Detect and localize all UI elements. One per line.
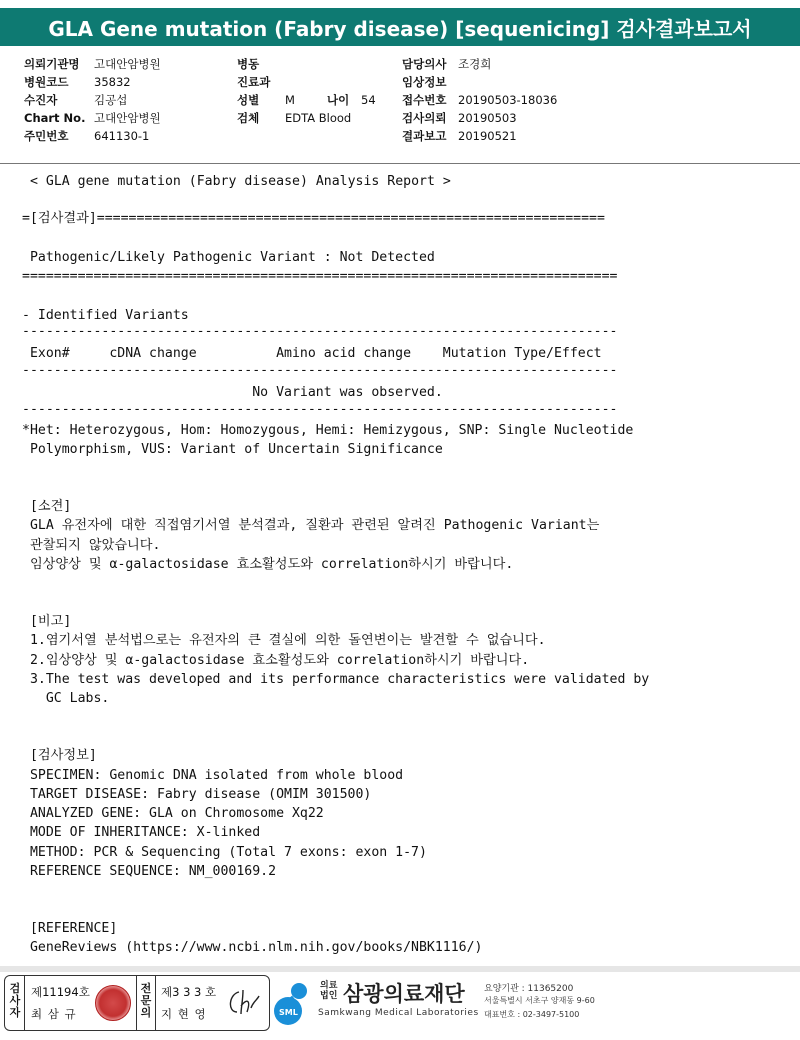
request-date-label: 검사의뢰 <box>402 111 447 125</box>
department-label: 진료과 <box>237 75 271 89</box>
specialist-signature-icon <box>223 986 263 1020</box>
resident-no-value: 641130-1 <box>94 129 150 143</box>
header-col3 <box>402 55 557 145</box>
sex-label: 성별 <box>237 93 260 107</box>
inspector-license-no: 제11194호 <box>31 985 90 999</box>
identified-variants: - Identified Variants <box>22 308 189 323</box>
opinion-line-1: GLA 유전자에 대한 직접염기서열 분석결과, 질환과 관련된 알려진 Pathogenic Variant는 <box>22 518 600 533</box>
specimen-value: EDTA Blood <box>285 111 352 125</box>
remark-line-3b: GC Labs. <box>22 691 110 706</box>
inspector-seal-icon <box>95 985 131 1021</box>
resident-no-label: 주민번호 <box>24 129 69 143</box>
abbreviation-line-1: *Het: Heterozygous, Hom: Homozygous, Hemi: Hemizygous, SNP: Single Nucleotide <box>22 423 634 438</box>
doctor-label: 담당의사 <box>402 57 447 71</box>
sig-divider-2 <box>136 976 137 1030</box>
no-variant-text: No Variant was observed. <box>22 385 443 400</box>
sig-divider-1 <box>24 976 25 1030</box>
single-rule-2: --------------------------------------------------------------------------- <box>22 363 618 378</box>
patient-value: 김공섭 <box>94 93 128 107</box>
test-info-inheritance: MODE OF INHERITANCE: X-linked <box>22 825 261 840</box>
test-info-target-disease: TARGET DISEASE: Fabry disease (OMIM 301500) <box>22 787 372 802</box>
signature-box <box>4 975 270 1031</box>
ward-label: 병동 <box>237 57 260 71</box>
accession-value: 20190503-18036 <box>458 93 558 107</box>
chart-no-label: Chart No. <box>24 111 86 125</box>
single-rule-3: --------------------------------------------------------------------------- <box>22 402 618 417</box>
contact-institution-code: 요양기관 : 11365200 <box>484 984 574 994</box>
opinion-line-3: 임상양상 및 α-galactosidase 효소활성도와 correlation하시기 바랍니다. <box>22 557 514 572</box>
variant-column-headers: Exon# cDNA change Amino acid change Mutation Type/Effect <box>22 346 602 361</box>
result-line: Pathogenic/Likely Pathogenic Variant : Not Detected <box>22 250 435 265</box>
header-divider <box>0 163 800 164</box>
doctor-value: 조경희 <box>458 57 492 71</box>
sml-logo-text: SML <box>279 1008 298 1017</box>
hospital-label: 의뢰기관명 <box>24 57 80 71</box>
specimen-label: 검체 <box>237 111 260 125</box>
opinion-line-2: 관찰되지 않았습니다. <box>22 538 161 553</box>
double-rule-1: =========================================================================== <box>22 269 618 284</box>
reference-title: [REFERENCE] <box>22 921 118 936</box>
hospital-value: 고대안암병원 <box>94 57 161 71</box>
sml-logo-icon <box>272 978 320 1026</box>
sex-value: M <box>285 93 295 107</box>
contact-address: 서울특별시 서초구 양재동 9-60 <box>484 996 595 1005</box>
age-label: 나이 <box>327 93 350 107</box>
request-date-value: 20190503 <box>458 111 517 125</box>
header-col1 <box>24 55 161 145</box>
inspector-name: 최 삼 규 <box>31 1007 77 1021</box>
report-heading: < GLA gene mutation (Fabry disease) Analysis Report > <box>30 174 451 189</box>
test-info-method: METHOD: PCR & Sequencing (Total 7 exons: exon 1-7) <box>22 845 427 860</box>
inspector-vertical-label: 검사자 <box>9 982 21 1019</box>
abbreviation-line-2: Polymorphism, VUS: Variant of Uncertain Significance <box>22 442 443 457</box>
footer-separator <box>0 966 800 972</box>
report-date-value: 20190521 <box>458 129 517 143</box>
specialist-name: 지 현 영 <box>161 1007 207 1021</box>
brand-tag: 의료법인 <box>320 981 338 1001</box>
test-info-title: [검사정보] <box>22 748 97 763</box>
brand-name: 삼광의료재단 <box>343 982 465 1006</box>
patient-label: 수진자 <box>24 93 58 107</box>
clinical-info-label: 임상정보 <box>402 75 447 89</box>
remark-line-1: 1.염기서열 분석법으로는 유전자의 큰 결실에 의한 돌연변이는 발견할 수 없습니다. <box>22 633 546 648</box>
sig-divider-3 <box>155 976 156 1030</box>
reference-link[interactable]: GeneReviews (https://www.ncbi.nlm.nih.gov/books/NBK1116/) <box>22 940 483 955</box>
header-col2 <box>237 55 376 127</box>
chart-no-value: 고대안암병원 <box>94 111 161 125</box>
test-info-analyzed-gene: ANALYZED GENE: GLA on Chromosome Xq22 <box>22 806 324 821</box>
specialist-vertical-label: 전문의 <box>140 982 152 1019</box>
report-date-label: 결과보고 <box>402 129 447 143</box>
single-rule-1: --------------------------------------------------------------------------- <box>22 324 618 339</box>
hospital-code-label: 병원코드 <box>24 75 69 89</box>
accession-label: 접수번호 <box>402 93 447 107</box>
remarks-title: [비고] <box>22 614 72 629</box>
report-title: GLA Gene mutation (Fabry disease) [sequenicing] 검사결과보고서 <box>0 8 800 46</box>
test-info-specimen: SPECIMEN: Genomic DNA isolated from whole blood <box>22 768 404 783</box>
brand-subtitle: Samkwang Medical Laboratories <box>318 1008 479 1018</box>
contact-phone: 대표번호 : 02-3497-5100 <box>484 1010 580 1019</box>
remark-line-2: 2.임상양상 및 α-galactosidase 효소활성도와 correlation하시기 바랍니다. <box>22 653 530 668</box>
hospital-code-value: 35832 <box>94 75 131 89</box>
opinion-title: [소견] <box>22 499 72 514</box>
specialist-license-no: 제3 3 3 호 <box>161 985 217 999</box>
test-info-reference-sequence: REFERENCE SEQUENCE: NM_000169.2 <box>22 864 277 879</box>
remark-line-3: 3.The test was developed and its performance characteristics were validated by <box>22 672 650 687</box>
age-value: 54 <box>361 93 376 107</box>
result-header: =[검사결과]================================================================ <box>22 211 605 226</box>
